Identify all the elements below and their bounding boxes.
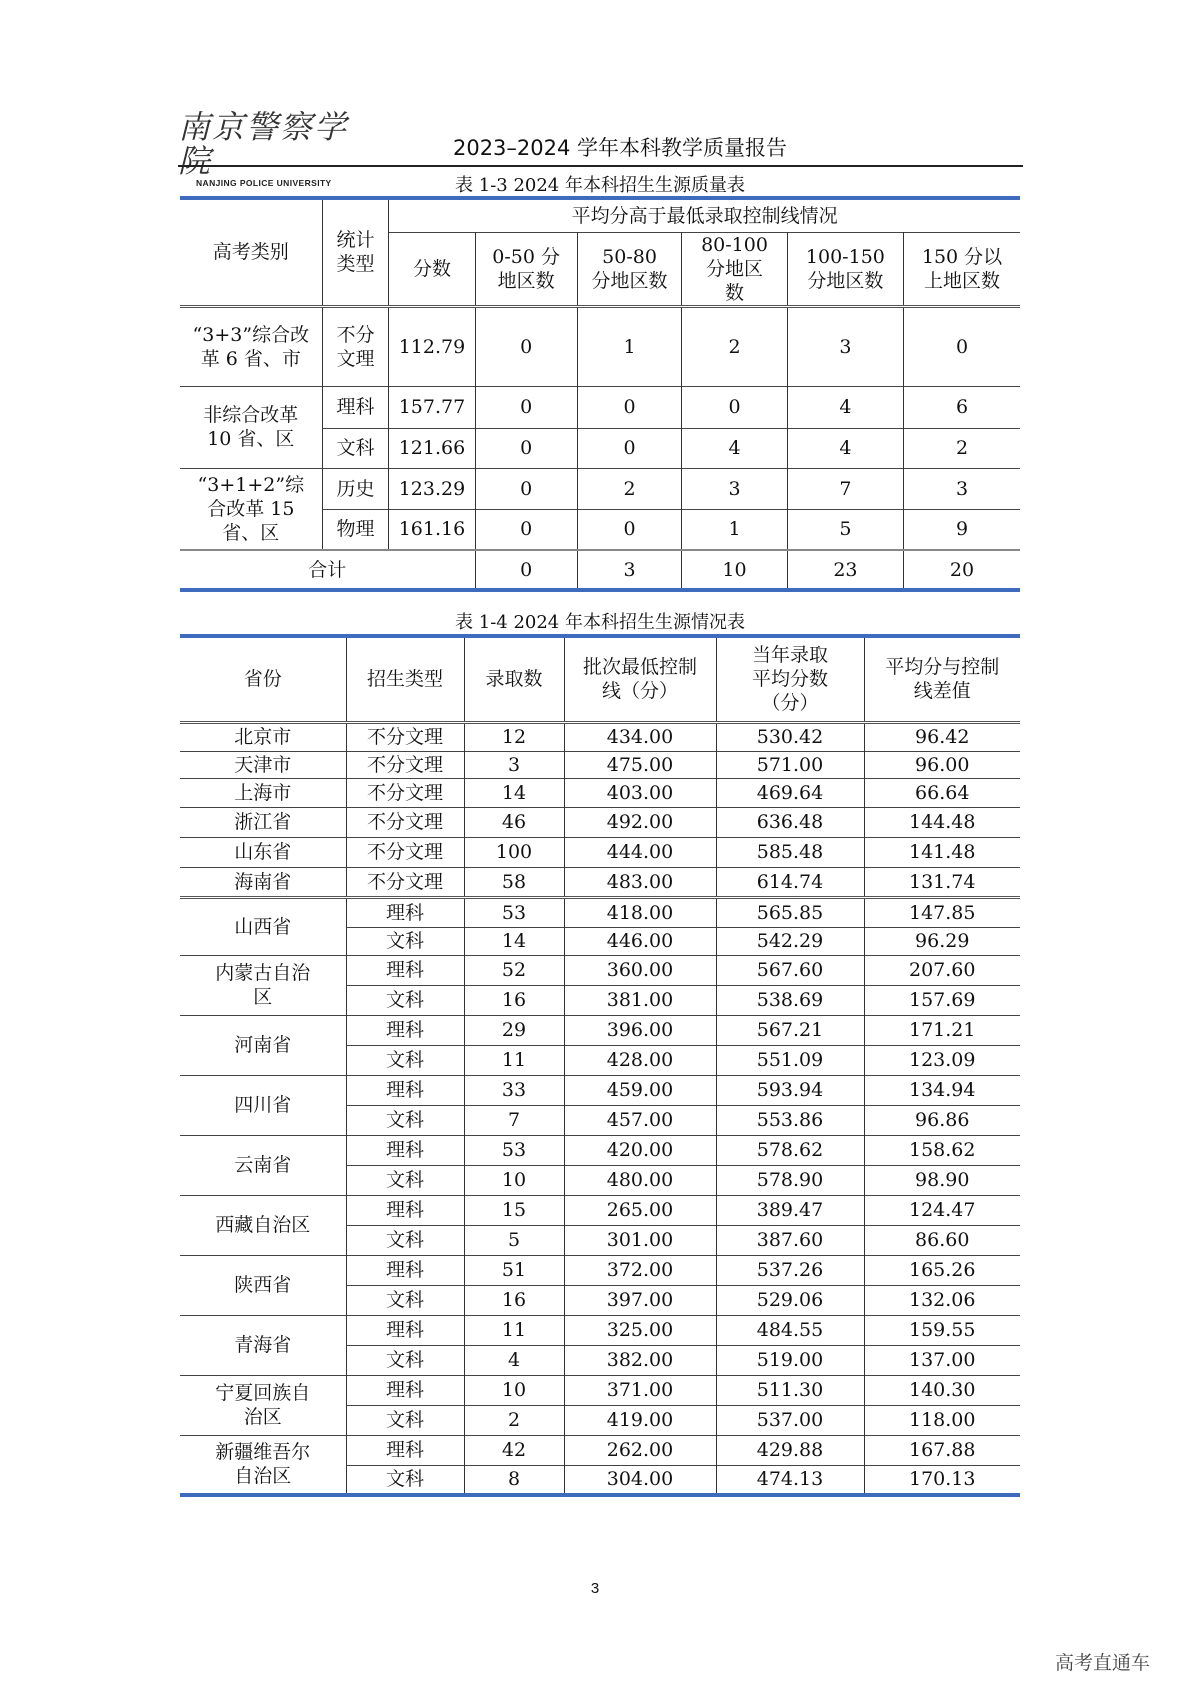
table3-row (180, 386, 1020, 428)
table4-count: 14 (464, 778, 564, 807)
table3-cell: 3 (682, 468, 788, 509)
table4-avg: 529.06 (716, 1285, 864, 1315)
table3-cell: 1 (577, 306, 681, 386)
table4-avg: 571.00 (716, 751, 864, 778)
table3-score: 112.79 (389, 306, 475, 386)
table3-cell: 0 (475, 468, 577, 509)
table4-diff: 157.69 (864, 985, 1020, 1015)
table4-avg: 567.21 (716, 1015, 864, 1045)
table4-type: 理科 (346, 1135, 464, 1165)
table4-avg: 585.48 (716, 837, 864, 867)
table4-diff: 118.00 (864, 1405, 1020, 1435)
table4-avg: 593.94 (716, 1075, 864, 1105)
table4-line: 360.00 (564, 955, 716, 985)
table4-type: 文科 (346, 985, 464, 1015)
table4-count: 46 (464, 807, 564, 837)
table4-avg: 474.13 (716, 1465, 864, 1495)
table3-score: 161.16 (389, 509, 475, 550)
table4-diff: 86.60 (864, 1225, 1020, 1255)
table4-line: 475.00 (564, 751, 716, 778)
table4-count: 8 (464, 1465, 564, 1495)
table4-count: 51 (464, 1255, 564, 1285)
table4-row (180, 1075, 1020, 1105)
table4-type: 理科 (346, 1315, 464, 1345)
table4-type: 不分文理 (346, 722, 464, 751)
table4-type: 不分文理 (346, 807, 464, 837)
table4-count: 12 (464, 722, 564, 751)
table3-category: “3+1+2”综合改革 15 省、区 (180, 468, 322, 550)
table4-type: 理科 (346, 955, 464, 985)
table3-total-cell: 20 (904, 550, 1020, 590)
table4-type: 文科 (346, 1285, 464, 1315)
table4-count: 10 (464, 1165, 564, 1195)
table3-header-r80-100: 80-100 分地区数 (682, 232, 788, 306)
table4-diff: 171.21 (864, 1015, 1020, 1045)
table4-avg: 469.64 (716, 778, 864, 807)
table4-type: 文科 (346, 1465, 464, 1495)
table4-type: 文科 (346, 1165, 464, 1195)
table3-cell: 0 (577, 428, 681, 468)
table-1-3 (180, 196, 1020, 592)
table4-type: 文科 (346, 1105, 464, 1135)
table3-score: 157.77 (389, 386, 475, 428)
table4-type: 文科 (346, 1045, 464, 1075)
table3-total-cell: 10 (682, 550, 788, 590)
table4-type: 文科 (346, 1405, 464, 1435)
table3-total-label: 合计 (180, 550, 475, 590)
table3-score: 123.29 (389, 468, 475, 509)
table3-cell: 0 (682, 386, 788, 428)
table3-header-r150: 150 分以上地区数 (904, 232, 1020, 306)
table4-avg: 567.60 (716, 955, 864, 985)
table4-header-row (180, 636, 1020, 722)
header-rule (178, 165, 1023, 167)
logo-cn-text: 南京警察学院 (178, 108, 349, 180)
table4-province: 山西省 (180, 897, 346, 955)
table4-province: 海南省 (180, 867, 346, 897)
table4-count: 4 (464, 1345, 564, 1375)
table4-diff: 140.30 (864, 1375, 1020, 1405)
table3-cell: 0 (577, 386, 681, 428)
table4-type: 不分文理 (346, 837, 464, 867)
table4-row (180, 1255, 1020, 1285)
table4-line: 428.00 (564, 1045, 716, 1075)
table3-total-cell: 3 (577, 550, 681, 590)
table3-cell: 0 (475, 386, 577, 428)
table4-row (180, 751, 1020, 778)
table4-line: 381.00 (564, 985, 716, 1015)
table4-count: 15 (464, 1195, 564, 1225)
table4-avg: 519.00 (716, 1345, 864, 1375)
table4-avg: 565.85 (716, 897, 864, 927)
page-number: 3 (590, 1580, 600, 1597)
table3-cell: 0 (577, 509, 681, 550)
table4-line: 419.00 (564, 1405, 716, 1435)
table4-type: 文科 (346, 927, 464, 955)
table3-header-r0-50: 0-50 分地区数 (475, 232, 577, 306)
table4-row (180, 867, 1020, 897)
table4-avg: 537.26 (716, 1255, 864, 1285)
table4-type: 不分文理 (346, 867, 464, 897)
table4-type: 理科 (346, 1075, 464, 1105)
table4-type: 文科 (346, 1345, 464, 1375)
table4-avg: 538.69 (716, 985, 864, 1015)
table4-diff: 165.26 (864, 1255, 1020, 1285)
table4-row (180, 897, 1020, 927)
table4-diff: 123.09 (864, 1045, 1020, 1075)
watermark: 高考直通车 (1055, 1652, 1151, 1674)
table4-header-avg: 当年录取平均分数（分） (716, 636, 864, 722)
table-1-4 (180, 634, 1020, 1497)
table4-province: 山东省 (180, 837, 346, 867)
table4-count: 53 (464, 1135, 564, 1165)
table3-cell: 4 (787, 386, 903, 428)
table4-row (180, 1135, 1020, 1165)
table4-header-line: 批次最低控制线（分） (564, 636, 716, 722)
table3-cell: 3 (904, 468, 1020, 509)
table3-cell: 1 (682, 509, 788, 550)
table4-type: 理科 (346, 1015, 464, 1045)
table4-row (180, 1375, 1020, 1405)
table4-diff: 147.85 (864, 897, 1020, 927)
table4-row (180, 955, 1020, 985)
table3-type: 历史 (322, 468, 389, 509)
table4-header-count: 录取数 (464, 636, 564, 722)
table4-count: 16 (464, 985, 564, 1015)
table4-province: 河南省 (180, 1015, 346, 1075)
table4-line: 483.00 (564, 867, 716, 897)
table4-line: 444.00 (564, 837, 716, 867)
table4-diff: 66.64 (864, 778, 1020, 807)
table3-type: 不分文理 (322, 306, 389, 386)
table4-count: 100 (464, 837, 564, 867)
table4-province: 西藏自治区 (180, 1195, 346, 1255)
table4-avg: 484.55 (716, 1315, 864, 1345)
table4-line: 371.00 (564, 1375, 716, 1405)
table3-total-cell: 23 (787, 550, 903, 590)
table4-line: 418.00 (564, 897, 716, 927)
table4-count: 33 (464, 1075, 564, 1105)
table3-cell: 6 (904, 386, 1020, 428)
table4-diff: 96.42 (864, 722, 1020, 751)
table4-count: 42 (464, 1435, 564, 1465)
table4-row (180, 807, 1020, 837)
table4-row (180, 837, 1020, 867)
table4-header-type: 招生类型 (346, 636, 464, 722)
table4-caption: 表 1-4 2024 年本科招生生源情况表 (455, 612, 745, 633)
table3-cell: 3 (787, 306, 903, 386)
table4-type: 理科 (346, 1435, 464, 1465)
table3-cell: 4 (787, 428, 903, 468)
table4-line: 459.00 (564, 1075, 716, 1105)
table4-province: 宁夏回族自治区 (180, 1375, 346, 1435)
table4-diff: 96.00 (864, 751, 1020, 778)
table4-line: 403.00 (564, 778, 716, 807)
table4-line: 382.00 (564, 1345, 716, 1375)
table4-avg: 551.09 (716, 1045, 864, 1075)
university-logo (178, 108, 358, 188)
table4-avg: 542.29 (716, 927, 864, 955)
table4-line: 420.00 (564, 1135, 716, 1165)
table4-line: 325.00 (564, 1315, 716, 1345)
table3-cell: 2 (682, 306, 788, 386)
table4-avg: 636.48 (716, 807, 864, 837)
table4-diff: 98.90 (864, 1165, 1020, 1195)
table3-cell: 0 (475, 306, 577, 386)
table3-cell: 2 (904, 428, 1020, 468)
table3-cell: 4 (682, 428, 788, 468)
table3-cell: 9 (904, 509, 1020, 550)
table4-row (180, 778, 1020, 807)
table4-count: 29 (464, 1015, 564, 1045)
table4-province: 陕西省 (180, 1255, 346, 1315)
logo-en-text: NANJING POLICE UNIVERSITY (196, 178, 332, 188)
table4-line: 396.00 (564, 1015, 716, 1045)
table3-caption: 表 1-3 2024 年本科招生生源质量表 (455, 175, 745, 196)
table3-category: “3+3”综合改革 6 省、市 (180, 306, 322, 386)
table4-diff: 158.62 (864, 1135, 1020, 1165)
table4-diff: 132.06 (864, 1285, 1020, 1315)
table4-avg: 530.42 (716, 722, 864, 751)
table3-cell: 7 (787, 468, 903, 509)
table4-row (180, 722, 1020, 751)
table4-type: 理科 (346, 1195, 464, 1225)
table4-avg: 429.88 (716, 1435, 864, 1465)
table4-province: 上海市 (180, 778, 346, 807)
table4-avg: 537.00 (716, 1405, 864, 1435)
table4-header-diff: 平均分与控制线差值 (864, 636, 1020, 722)
table4-line: 480.00 (564, 1165, 716, 1195)
table4-diff: 141.48 (864, 837, 1020, 867)
table4-type: 理科 (346, 897, 464, 927)
table4-diff: 96.29 (864, 927, 1020, 955)
table3-header-r50-80: 50-80 分地区数 (577, 232, 681, 306)
table4-count: 52 (464, 955, 564, 985)
table4-row (180, 1195, 1020, 1225)
table4-diff: 144.48 (864, 807, 1020, 837)
table4-diff: 124.47 (864, 1195, 1020, 1225)
table3-cell: 0 (475, 509, 577, 550)
table4-header-province: 省份 (180, 636, 346, 722)
table4-diff: 159.55 (864, 1315, 1020, 1345)
table4-avg: 389.47 (716, 1195, 864, 1225)
table4-count: 14 (464, 927, 564, 955)
table3-cell: 5 (787, 509, 903, 550)
table4-count: 5 (464, 1225, 564, 1255)
table4-diff: 167.88 (864, 1435, 1020, 1465)
table4-avg: 614.74 (716, 867, 864, 897)
table3-score: 121.66 (389, 428, 475, 468)
table4-province: 云南省 (180, 1135, 346, 1195)
table4-avg: 553.86 (716, 1105, 864, 1135)
table3-header-score: 分数 (389, 232, 475, 306)
table4-row (180, 1015, 1020, 1045)
table3-header-row (180, 198, 1020, 232)
table4-line: 301.00 (564, 1225, 716, 1255)
table4-count: 53 (464, 897, 564, 927)
table4-province: 北京市 (180, 722, 346, 751)
table3-cell: 0 (904, 306, 1020, 386)
table4-avg: 511.30 (716, 1375, 864, 1405)
table4-count: 2 (464, 1405, 564, 1435)
table3-type: 文科 (322, 428, 389, 468)
table4-diff: 137.00 (864, 1345, 1020, 1375)
table4-line: 434.00 (564, 722, 716, 751)
table4-type: 不分文理 (346, 778, 464, 807)
table4-diff: 131.74 (864, 867, 1020, 897)
table4-diff: 207.60 (864, 955, 1020, 985)
table3-cell: 0 (475, 428, 577, 468)
table4-line: 262.00 (564, 1435, 716, 1465)
table3-header-r100-150: 100-150 分地区数 (787, 232, 903, 306)
table4-province: 四川省 (180, 1075, 346, 1135)
table4-avg: 387.60 (716, 1225, 864, 1255)
table4-avg: 578.90 (716, 1165, 864, 1195)
table4-type: 不分文理 (346, 751, 464, 778)
table4-line: 304.00 (564, 1465, 716, 1495)
table4-province: 内蒙古自治区 (180, 955, 346, 1015)
table4-line: 372.00 (564, 1255, 716, 1285)
table4-line: 265.00 (564, 1195, 716, 1225)
table3-header-group: 平均分高于最低录取控制线情况 (389, 198, 1020, 232)
table3-header-category: 高考类别 (180, 198, 322, 306)
table4-count: 58 (464, 867, 564, 897)
table4-type: 理科 (346, 1255, 464, 1285)
table4-diff: 170.13 (864, 1465, 1020, 1495)
table4-line: 397.00 (564, 1285, 716, 1315)
table4-count: 11 (464, 1045, 564, 1075)
table3-total-row (180, 550, 1020, 590)
table3-row (180, 306, 1020, 386)
table3-cell: 2 (577, 468, 681, 509)
table4-line: 446.00 (564, 927, 716, 955)
table4-diff: 96.86 (864, 1105, 1020, 1135)
table3-type: 物理 (322, 509, 389, 550)
table3-header-stat-type: 统计类型 (322, 198, 389, 306)
table4-avg: 578.62 (716, 1135, 864, 1165)
table4-line: 492.00 (564, 807, 716, 837)
table3-type: 理科 (322, 386, 389, 428)
table3-category: 非综合改革 10 省、区 (180, 386, 322, 468)
table4-row (180, 1435, 1020, 1465)
table4-count: 11 (464, 1315, 564, 1345)
table4-count: 16 (464, 1285, 564, 1315)
table4-count: 10 (464, 1375, 564, 1405)
table4-type: 理科 (346, 1375, 464, 1405)
table4-province: 天津市 (180, 751, 346, 778)
table4-row (180, 1315, 1020, 1345)
report-title: 2023–2024 学年本科教学质量报告 (452, 136, 788, 160)
table4-count: 7 (464, 1105, 564, 1135)
table4-type: 文科 (346, 1225, 464, 1255)
table4-line: 457.00 (564, 1105, 716, 1135)
table4-count: 3 (464, 751, 564, 778)
table3-total-cell: 0 (475, 550, 577, 590)
table4-province: 新疆维吾尔自治区 (180, 1435, 346, 1495)
table4-province: 浙江省 (180, 807, 346, 837)
table4-diff: 134.94 (864, 1075, 1020, 1105)
table3-row (180, 468, 1020, 509)
table4-province: 青海省 (180, 1315, 346, 1375)
